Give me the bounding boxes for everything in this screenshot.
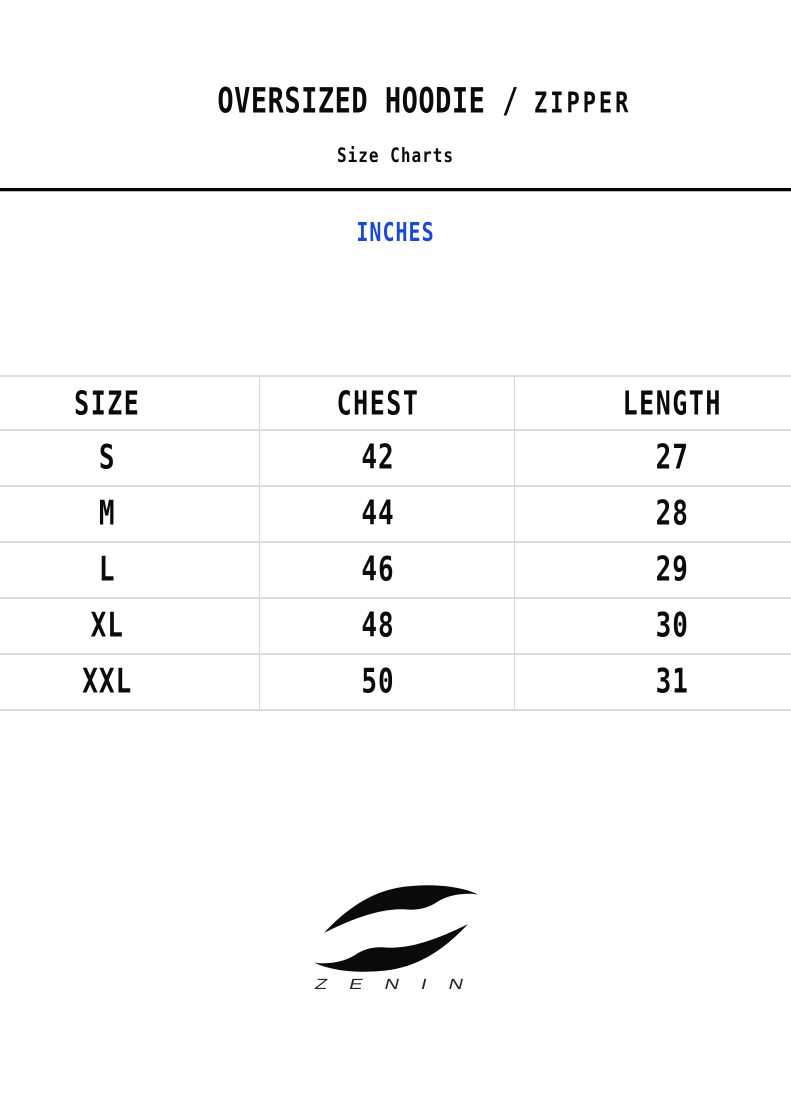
table-row-l xyxy=(0,542,791,598)
length-value: 29 xyxy=(655,550,689,590)
chest-value: 48 xyxy=(361,606,395,646)
size-cell xyxy=(0,542,259,598)
size-chart-table-wrap xyxy=(0,375,791,711)
table-row-m xyxy=(0,486,791,542)
column-header-size xyxy=(0,376,259,430)
column-header-size-label: SIZE xyxy=(74,384,141,422)
length-cell xyxy=(514,430,791,486)
length-value: 31 xyxy=(655,662,689,702)
divider-rule xyxy=(0,188,791,192)
column-header-length-label: LENGTH xyxy=(622,384,722,422)
zenin-z-swoosh-icon xyxy=(300,876,490,976)
size-value: S xyxy=(98,438,116,478)
table-row-xxl xyxy=(0,654,791,710)
table-row-s xyxy=(0,430,791,486)
size-chart-table xyxy=(0,375,791,711)
unit-row xyxy=(0,212,791,252)
column-header-chest-label: CHEST xyxy=(336,384,420,422)
length-value: 27 xyxy=(655,438,689,478)
size-cell xyxy=(0,598,259,654)
size-cell xyxy=(0,654,259,710)
length-cell xyxy=(514,542,791,598)
length-cell xyxy=(514,486,791,542)
chest-value: 42 xyxy=(361,438,395,478)
product-variant: ZIPPER xyxy=(533,87,632,120)
size-value: XL xyxy=(90,606,124,646)
length-cell xyxy=(514,598,791,654)
chest-cell xyxy=(259,598,514,654)
chest-cell xyxy=(259,430,514,486)
chest-cell xyxy=(259,654,514,710)
chest-cell xyxy=(259,486,514,542)
table-header-row xyxy=(0,376,791,430)
page-title xyxy=(0,78,791,124)
subtitle-text: Size Charts xyxy=(337,143,454,167)
product-name: OVERSIZED HOODIE / xyxy=(217,80,519,122)
brand-wordmark: ZENIN xyxy=(313,976,488,993)
chest-cell xyxy=(259,542,514,598)
chest-value: 44 xyxy=(361,494,395,534)
size-value: XXL xyxy=(82,662,133,702)
brand-wordmark-row xyxy=(0,968,785,1002)
size-value: L xyxy=(98,550,116,590)
chest-value: 50 xyxy=(361,662,395,702)
length-value: 28 xyxy=(655,494,689,534)
length-cell xyxy=(514,654,791,710)
size-cell xyxy=(0,430,259,486)
table-row-xl xyxy=(0,598,791,654)
column-header-chest xyxy=(259,376,514,430)
chest-value: 46 xyxy=(361,550,395,590)
unit-label: INCHES xyxy=(356,216,435,248)
column-header-length xyxy=(514,376,791,430)
length-value: 30 xyxy=(655,606,689,646)
size-cell xyxy=(0,486,259,542)
size-value: M xyxy=(98,494,116,534)
page-subtitle xyxy=(0,140,791,170)
